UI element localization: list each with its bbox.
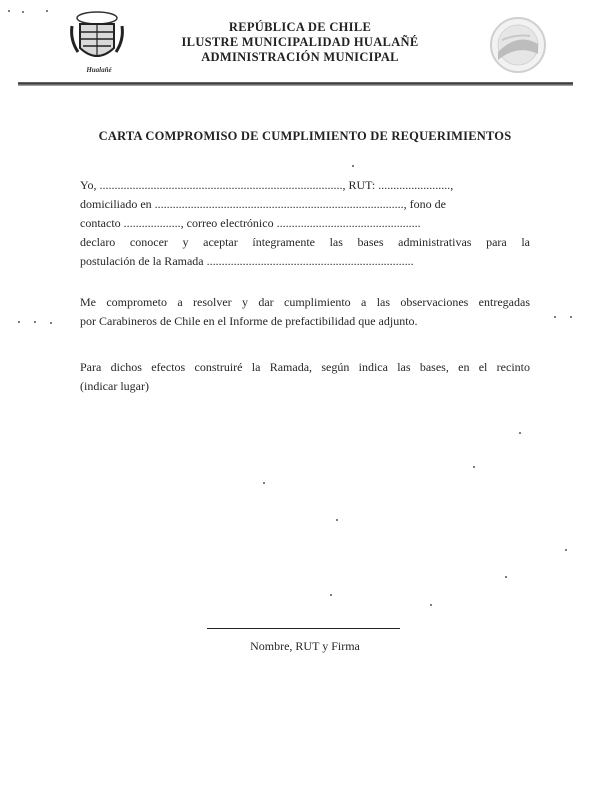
scan-speck: [18, 321, 20, 323]
form-line-ramada: postulación de la Ramada .....................................................................: [80, 254, 414, 268]
document-title: CARTA COMPROMISO DE CUMPLIMIENTO DE REQUERIMIENTOS: [98, 129, 512, 143]
commitment-line: por Carabineros de Chile en el Informe de prefactibilidad que adjunto.: [80, 314, 418, 328]
location-line: Para dichos efectos construiré la Ramada, según indica las bases, en el recinto: [80, 360, 530, 374]
scan-speck: [330, 594, 332, 596]
scan-speck: [22, 11, 24, 13]
letterhead: [150, 20, 450, 65]
scan-speck: [46, 10, 48, 12]
letterhead-municipality: ILUSTRE MUNICIPALIDAD HUALAÑÉ: [181, 35, 419, 49]
scan-speck: [519, 432, 521, 434]
scan-speck: [565, 549, 567, 551]
commitment-line: Me comprometo a resolver y dar cumplimiento a las observaciones entregadas: [80, 295, 530, 309]
scan-speck: [473, 466, 475, 468]
scan-speck: [554, 316, 556, 318]
form-line-acceptance: declaro conocer y aceptar íntegramente las bases administrativas para la: [80, 235, 530, 249]
signature-label: Nombre, RUT y Firma: [250, 639, 360, 653]
scan-speck: [34, 321, 36, 323]
header-divider: [18, 82, 573, 86]
scan-speck: [430, 604, 432, 606]
location-line: (indicar lugar): [80, 379, 149, 393]
commitment-paragraph: [80, 293, 530, 331]
letterhead-country: REPÚBLICA DE CHILE: [228, 20, 372, 34]
scan-speck: [505, 576, 507, 578]
scan-speck: [50, 322, 52, 324]
scan-speck: [570, 316, 572, 318]
personal-data-paragraph: [80, 176, 530, 271]
scan-speck: [8, 10, 10, 12]
signature-line: [207, 628, 400, 629]
form-line-contact-email: contacto ..................., correo electrónico ................................................: [80, 216, 421, 230]
scan-speck: [336, 519, 338, 521]
location-paragraph: [80, 358, 530, 396]
municipal-logo-icon: [488, 14, 548, 76]
scan-speck: [263, 482, 265, 484]
seal-caption: Hualañé: [86, 66, 112, 74]
form-line-address-phone: domiciliado en ..................................................................................., fono de: [80, 197, 446, 211]
letterhead-department: ADMINISTRACIÓN MUNICIPAL: [201, 50, 399, 64]
scan-speck: [352, 165, 354, 167]
form-line-name-rut: Yo, ................................................................................., RUT: ........................,: [80, 178, 454, 192]
